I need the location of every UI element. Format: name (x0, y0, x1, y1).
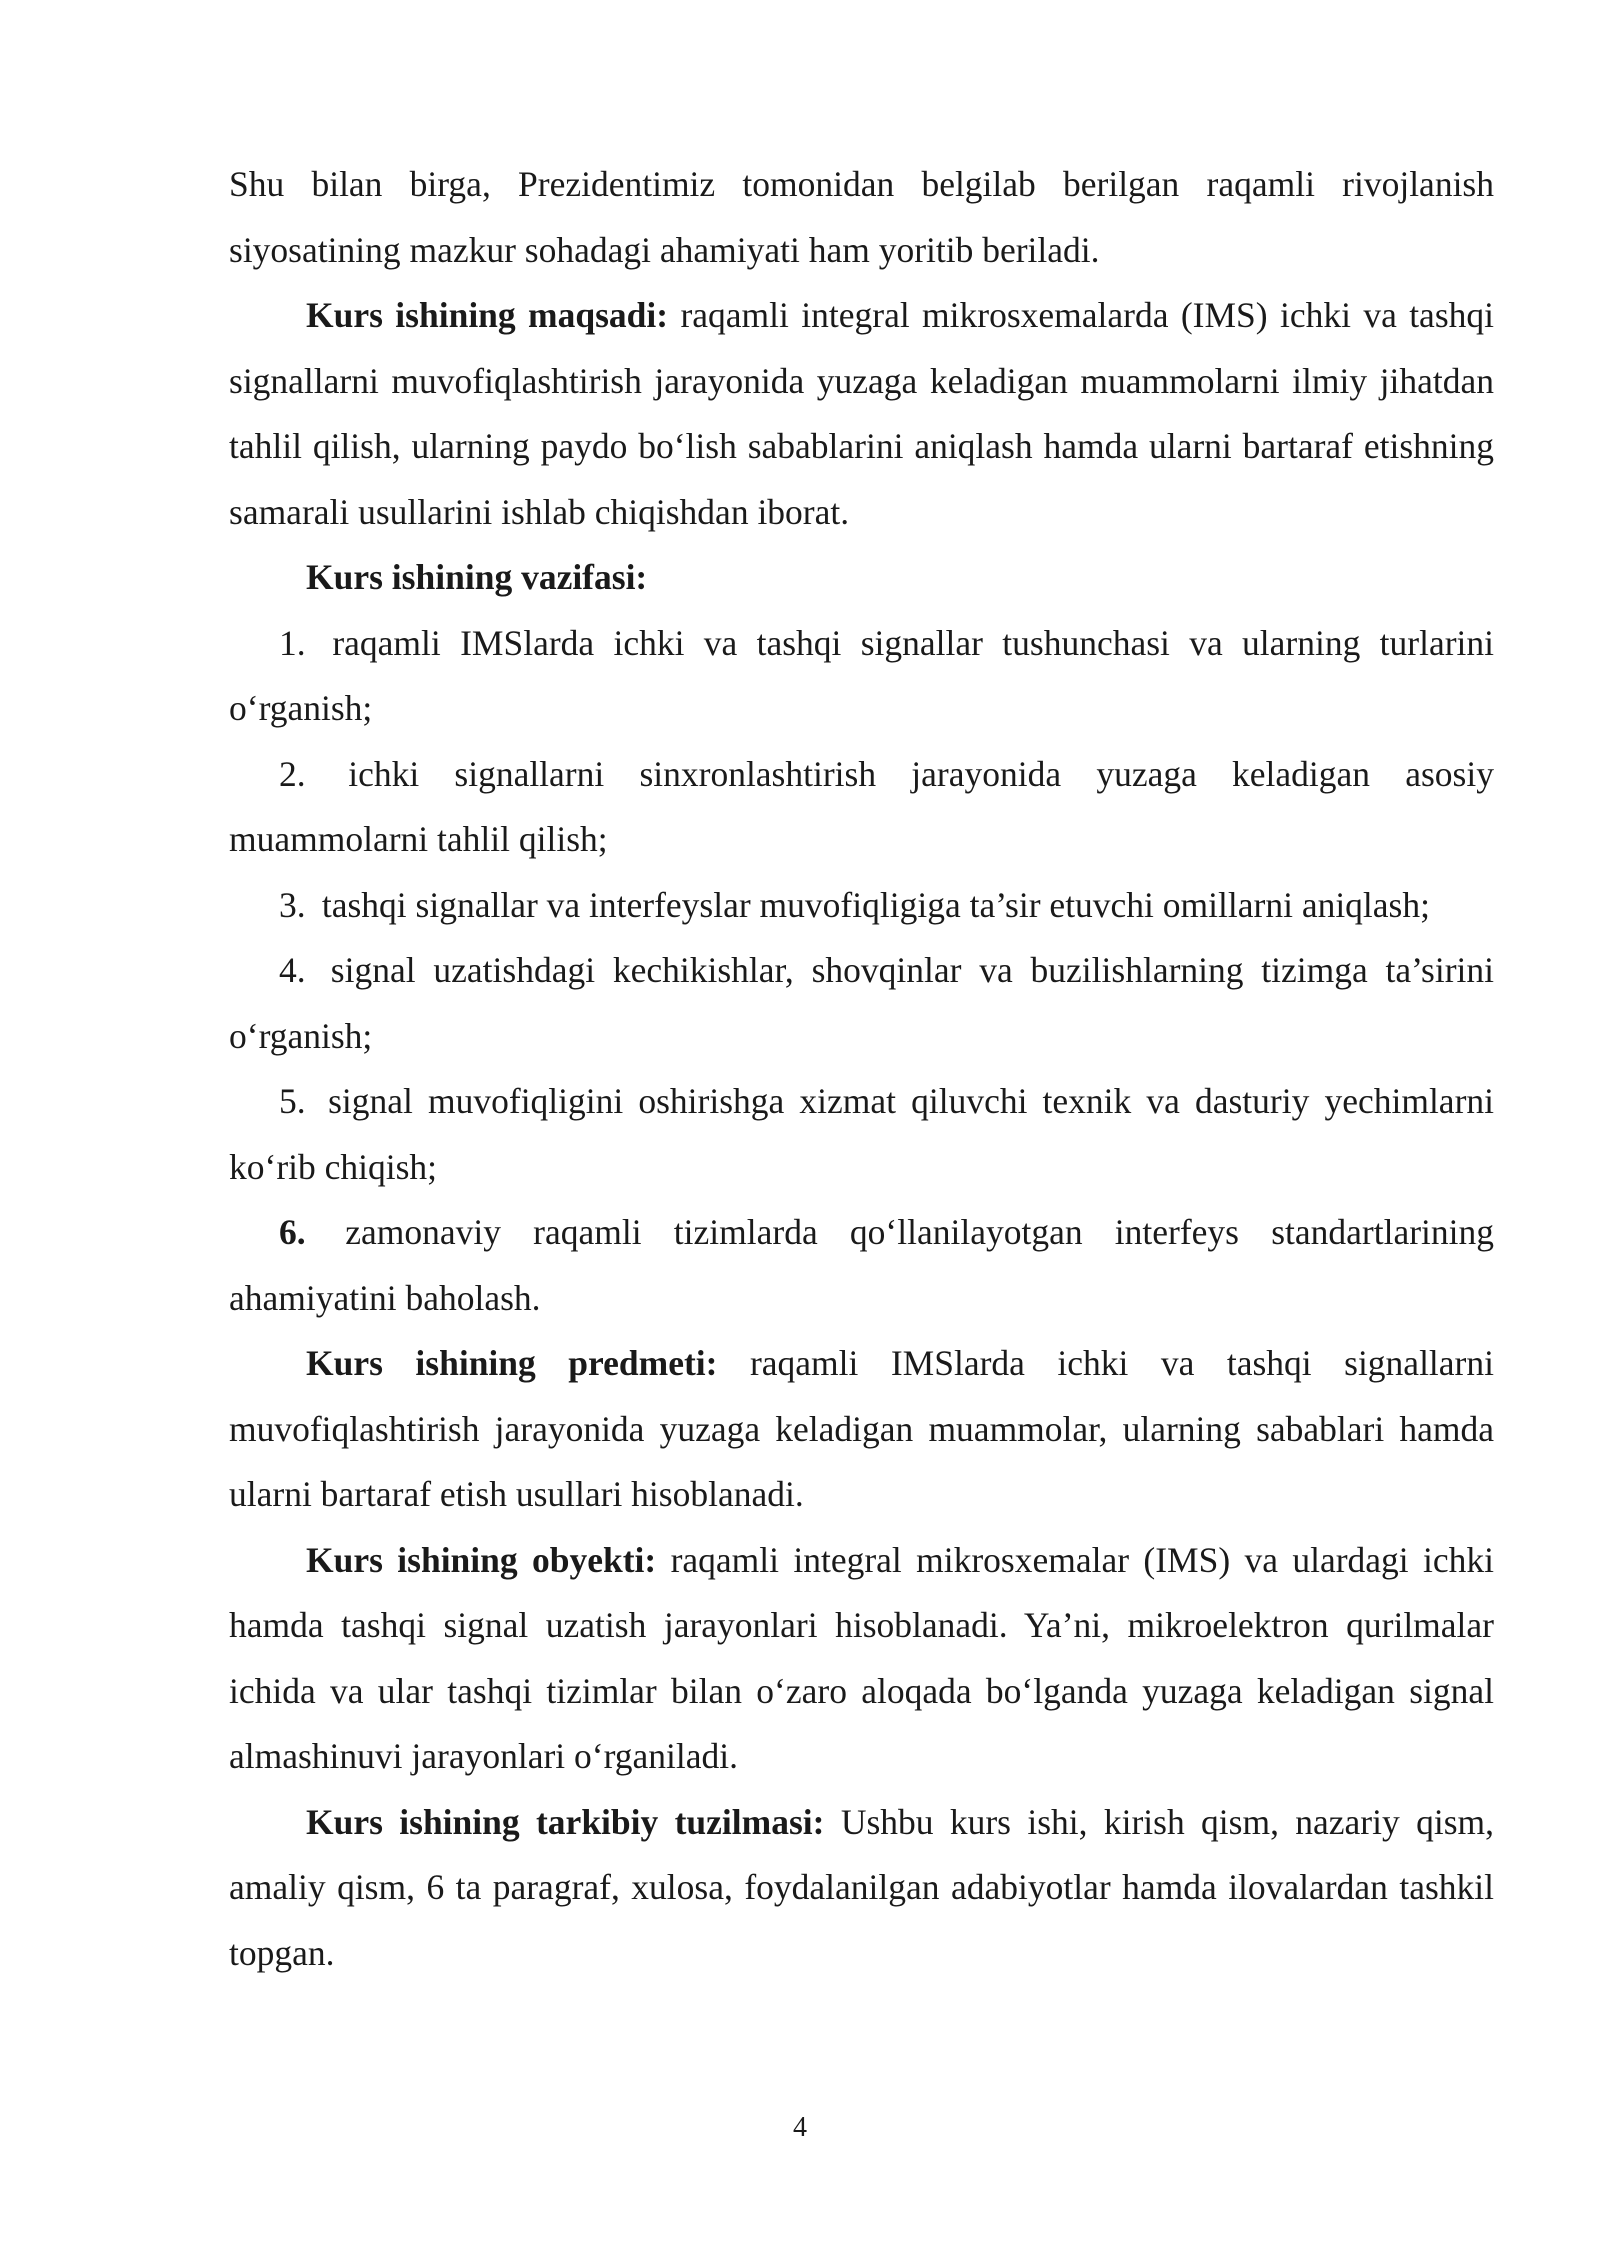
task-item-2 (229, 742, 1494, 873)
purpose-text: raqamli integral mikrosxemalarda (IMS) ichki va tashqi signallarni muvofiqlashtirish jarayonida yuzaga keladigan muammolarni ilmiy jihatdan tahlil qilish, ularning paydo boʻlish sabablarini aniqlash hamda ularni bartaraf etishning samarali usullarini ishlab chiqishdan iborat. (229, 295, 1494, 532)
structure-text: Ushbu kurs ishi, kirish qism, nazariy qism, amaliy qism, 6 ta paragraf, xulosa, foydalanilgan adabiyotlar hamda ilovalardan tashkil topgan. (229, 1801, 1494, 1973)
document-body (229, 152, 1494, 1986)
task-item-5 (229, 1069, 1494, 1200)
page-number: 4 (793, 2112, 807, 2143)
tasks-heading (229, 545, 1494, 611)
purpose-paragraph (229, 283, 1494, 545)
task-text: signal muvofiqligini oshirishga xizmat qiluvchi texnik va dasturiy yechimlarni koʻrib chiqish; (229, 1081, 1494, 1187)
task-item-6 (229, 1200, 1494, 1331)
structure-paragraph (229, 1790, 1494, 1987)
task-number: 5. (279, 1081, 306, 1121)
object-label: Kurs ishining obyekti: (306, 1539, 657, 1580)
object-paragraph (229, 1528, 1494, 1790)
task-item-4 (229, 938, 1494, 1069)
task-text: zamonaviy raqamli tizimlarda qoʻllanilayotgan interfeys standartlarining ahamiyatini baholash. (229, 1212, 1494, 1318)
task-number: 4. (279, 950, 306, 990)
task-item-3 (229, 873, 1494, 939)
task-text: signal uzatishdagi kechikishlar, shovqinlar va buzilishlarning tizimga ta’sirini oʻrganish; (229, 950, 1495, 1056)
task-text: raqamli IMSlarda ichki va tashqi signallar tushunchasi va ularning turlarini oʻrganish; (229, 622, 1495, 728)
subject-paragraph (229, 1331, 1494, 1528)
purpose-label: Kurs ishining maqsadi: (306, 295, 669, 335)
task-number: 6. (279, 1212, 306, 1252)
task-item-1 (229, 611, 1494, 742)
intro-paragraph: Shu bilan birga, Prezidentimiz tomonidan belgilab berilgan raqamli rivojlanish siyosatining mazkur sohadagi ahamiyati ham yoritib beriladi. (229, 164, 1494, 270)
object-text: raqamli integral mikrosxemalar (IMS) va ulardagi ichki hamda tashqi signal uzatish jarayonlari hisoblanadi. Ya’ni, mikroelektron qurilmalar ichida va ular tashqi tizimlar bilan oʻzaro aloqada boʻlganda yuzaga keladigan signal almashinuvi jarayonlari oʻrganiladi. (229, 1539, 1494, 1776)
task-number: 1. (279, 622, 306, 663)
structure-label: Kurs ishining tarkibiy tuzilmasi: (306, 1801, 825, 1842)
subject-text: raqamli IMSlarda ichki va tashqi signallarni muvofiqlashtirish jarayonida yuzaga keladigan muammolar, ularning sabablari hamda ularni bartaraf etish usullari hisoblanadi. (229, 1343, 1494, 1514)
task-text: tashqi signallar va interfeyslar muvofiqligiga ta’sir etuvchi omillarni aniqlash; (321, 884, 1430, 925)
subject-label: Kurs ishining predmeti: (306, 1343, 718, 1383)
task-number: 2. (279, 753, 306, 794)
task-number: 3. (279, 884, 306, 925)
task-text: ichki signallarni sinxronlashtirish jarayonida yuzaga keladigan asosiy muammolarni tahlil qilish; (229, 753, 1494, 859)
tasks-label: Kurs ishining vazifasi: (306, 557, 648, 597)
